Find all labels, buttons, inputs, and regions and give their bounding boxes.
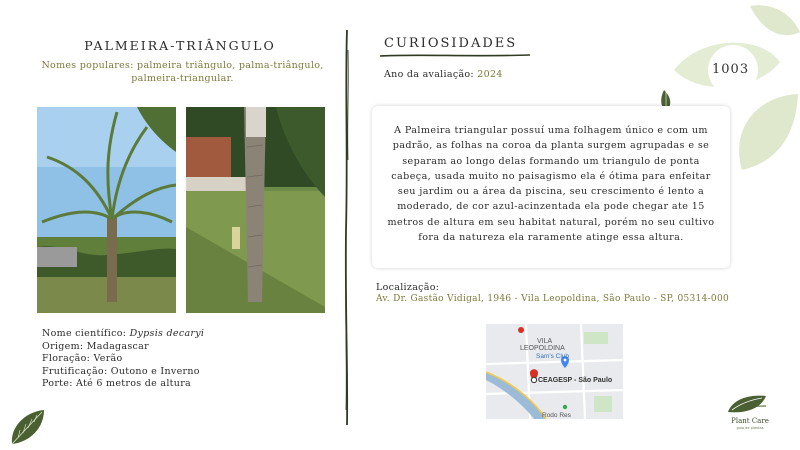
- map-pin-label: CEAGESP - São Paulo: [538, 377, 613, 384]
- badge-number: 1003: [712, 62, 750, 77]
- curiosity-card: [372, 106, 730, 268]
- logo-tagline: guia de plantas: [736, 426, 764, 430]
- plant-title: PALMEIRA-TRIÂNGULO: [84, 38, 276, 53]
- map-poi: Sam's Club: [536, 353, 570, 360]
- evaluation-year: Ano da avaliação: 2024: [384, 69, 503, 80]
- section-underline: [380, 53, 530, 59]
- plant-care-logo: [722, 392, 778, 432]
- info-flowering: Floração: Verão: [42, 353, 123, 365]
- info-size: Porte: Até 6 metros de altura: [42, 378, 192, 390]
- map-district-1: VILA: [537, 338, 553, 345]
- map-district-2: LEOPOLDINA: [520, 345, 565, 352]
- location-map[interactable]: [486, 324, 623, 419]
- info-scientific-name: Nome científico: Dypsis decaryi: [42, 328, 205, 339]
- location-label: Localização:: [376, 282, 440, 293]
- plant-photo-trunk: [186, 107, 325, 313]
- column-divider: [341, 30, 353, 425]
- info-origin: Origem: Madagascar: [42, 340, 149, 352]
- logo-name: Plant Care: [731, 417, 769, 425]
- location-address[interactable]: Av. Dr. Gastão Vidigal, 1946 - Vila Leopoldina, São Paulo - SP, 05314-000: [376, 294, 729, 304]
- leaf-icon: [8, 408, 48, 446]
- curiosity-text: A Palmeira triangular possuí uma folhagem único e com um padrão, as folhas na coroa da planta surgem agrupadas e se separam ao longo delas formando um triangulo de ponta cabeça, usada muito no paisagismo ela é ótima para enfeitar seu jardim ou a área da piscina, seu crescimento é lento a moderado, de cor azul-acinzentada ela pode chegar ate 15 metros de altura em seu habitat natural, porém no seu cultivo fora da natureza ela raramente atinge essa altura.: [387, 125, 715, 244]
- popular-names: Nomes populares: palmeira triângulo, palma-triângulo, palmeira-triangular.: [41, 60, 324, 84]
- section-title: CURIOSIDADES: [384, 36, 518, 51]
- map-street: Rodo Res: [542, 412, 571, 419]
- plant-photo-palm: [37, 107, 176, 313]
- info-fruiting: Frutificação: Outono e Inverno: [42, 365, 200, 377]
- plant-info-list: [42, 328, 204, 391]
